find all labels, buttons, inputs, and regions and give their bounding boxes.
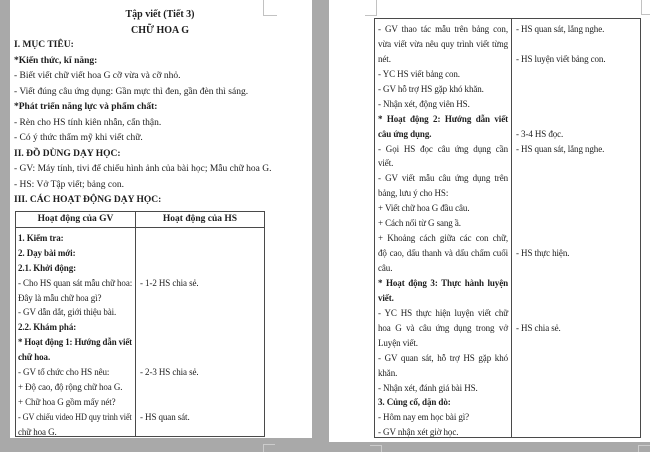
text-line: - GV: Máy tính, tivi để chiếu hình ảnh của bài học; Mẫu chữ hoa G. [14,164,272,174]
hs-response-line: - HS quan sát, lắng nghe. [516,143,605,154]
activities-table-header-row [16,212,264,228]
text-line: * Hoạt động 2: Hướng dẫn viết [378,113,508,124]
text-line: chữ hoa G. [18,426,57,437]
text-line: *Phát triển năng lực và phẩm chất: [14,102,158,112]
text-line: hoa G và câu ứng dụng trong vở [378,322,508,333]
text-line: - Viết đúng câu ứng dụng: Gần mực thì đen, gần đèn thì sáng. [14,86,249,97]
activities-table-body [16,228,264,436]
text-line: Luyện viết. [378,337,418,348]
hs-activities-cell-page1 [136,228,264,436]
text-line: - Có ý thức thẩm mỹ khi viết chữ. [14,133,143,143]
text-line: - GV nhận xét giờ học. [378,427,459,438]
text-line: - Nhận xét, đánh giá bài HS. [378,382,478,393]
hs-response-line: - HS chia sẻ. [516,323,561,333]
text-line: + Khoảng cách giữa các con chữ, [378,233,508,244]
text-line: I. MỤC TIÊU: [14,40,74,50]
text-line: câu. [378,263,393,273]
margin-crop-mark [370,445,382,452]
text-line: viết. [378,158,394,169]
text-line: *Kiến thức, kĩ năng: [14,55,98,66]
text-line: + Viết chữ hoa G đầu câu. [378,203,470,214]
text-line: - YC HS thực hiện luyện viết chữ [378,307,508,318]
text-line: III. CÁC HOẠT ĐỘNG DẠY HỌC: [14,195,162,205]
text-line: khăn. [378,367,398,378]
hs-response-line: - 3-4 HS đọc. [516,128,564,139]
text-line: viết. [378,292,394,303]
text-line: + Độ cao, độ rộng chữ hoa G. [18,381,123,392]
text-line: - Cho HS quan sát mẫu chữ hoa: [18,277,133,288]
text-line: * Hoạt động 1: Hướng dẫn viết [18,337,132,348]
text-line: - GV dẫn dắt, giới thiệu bài. [18,307,117,318]
hs-response-line: - HS quan sát, lắng nghe. [516,24,605,34]
hs-response-line: - HS quan sát. [140,411,190,422]
text-line: Đây là mẫu chữ hoa gì? [18,292,102,303]
text-line: - GV hỗ trợ HS gặp khó khăn. [378,83,484,94]
text-line: II. ĐỒ DÙNG DẠY HỌC: [14,148,121,159]
text-line: câu ứng dụng. [378,128,432,139]
gv-activities-cell-page1 [16,228,136,436]
text-line: 1. Kiểm tra: [18,233,64,243]
hs-column-header: Hoạt động của HS [162,214,238,224]
text-line: độ cao, dấu thanh và dấu chấm cuối [378,248,508,259]
text-line: - GV quan sát, hỗ trợ HS gặp khó [378,352,508,363]
text-line: 2.2. Khám phá: [18,322,77,333]
text-line: - HS: Vở Tập viết; bảng con. [14,179,124,190]
text-line: - Gọi HS đọc câu ứng dụng cần [378,143,508,154]
hs-activities-cell-page2 [512,19,640,437]
text-line: + Chữ hoa G gồm mấy nét? [18,396,116,407]
margin-crop-mark [365,0,377,16]
text-line: 3. Củng cố, dặn dò: [378,397,451,408]
text-line: CHỮ HOA G [131,24,189,36]
text-line: - GV viết mẫu câu ứng dụng trên [378,173,508,184]
text-line: vừa viết vừa nêu quy trình viết từng [378,38,508,49]
activities-table-page1 [15,211,265,437]
text-line: - GV tổ chức cho HS nêu: [18,367,110,378]
text-line: - GV thao tác mẫu trên bảng con, [378,24,508,34]
text-line: + Cách nối từ G sang ầ. [378,218,461,229]
margin-crop-mark [641,0,650,15]
page-2 [329,0,650,442]
text-line: - Nhận xét, động viên HS. [378,98,470,109]
gv-column-header: Hoạt động của GV [16,212,136,227]
text-line: - GV chiếu video HD quy trình viết [18,411,132,422]
hs-response-line: - 1-2 HS chia sẻ. [140,277,199,288]
text-line: - Biết viết chữ viết hoa G cỡ vừa và cỡ nhỏ. [14,71,181,81]
text-line: bảng, lưu ý cho HS: [378,188,449,199]
text-line: - YC HS viết bảng con. [378,68,460,79]
text-line: Tập viết (Tiết 3) [125,9,195,20]
text-line: chữ hoa. [18,352,51,363]
hs-response-line: - HS thực hiện. [516,248,570,259]
text-line: * Hoạt động 3: Thực hành luyện [378,277,508,288]
lesson-heading-block [14,7,306,209]
activities-table-page2 [374,18,641,438]
text-line: - Hôm nay em học bài gì? [378,412,470,423]
gv-activities-cell-page2 [375,19,512,437]
margin-crop-mark [638,445,650,452]
text-line: 2. Dạy bài mới: [18,247,76,258]
margin-crop-mark [263,0,277,16]
text-line: 2.1. Khởi động: [18,262,76,273]
text-line: - Rèn cho HS tính kiên nhẫn, cẩn thận. [14,117,162,128]
hs-response-line: - HS luyện viết bảng con. [516,53,606,64]
margin-crop-mark [263,444,275,452]
page-1 [10,0,312,438]
text-line: nét. [378,53,391,64]
hs-response-line: - 2-3 HS chia sẻ. [140,367,199,378]
